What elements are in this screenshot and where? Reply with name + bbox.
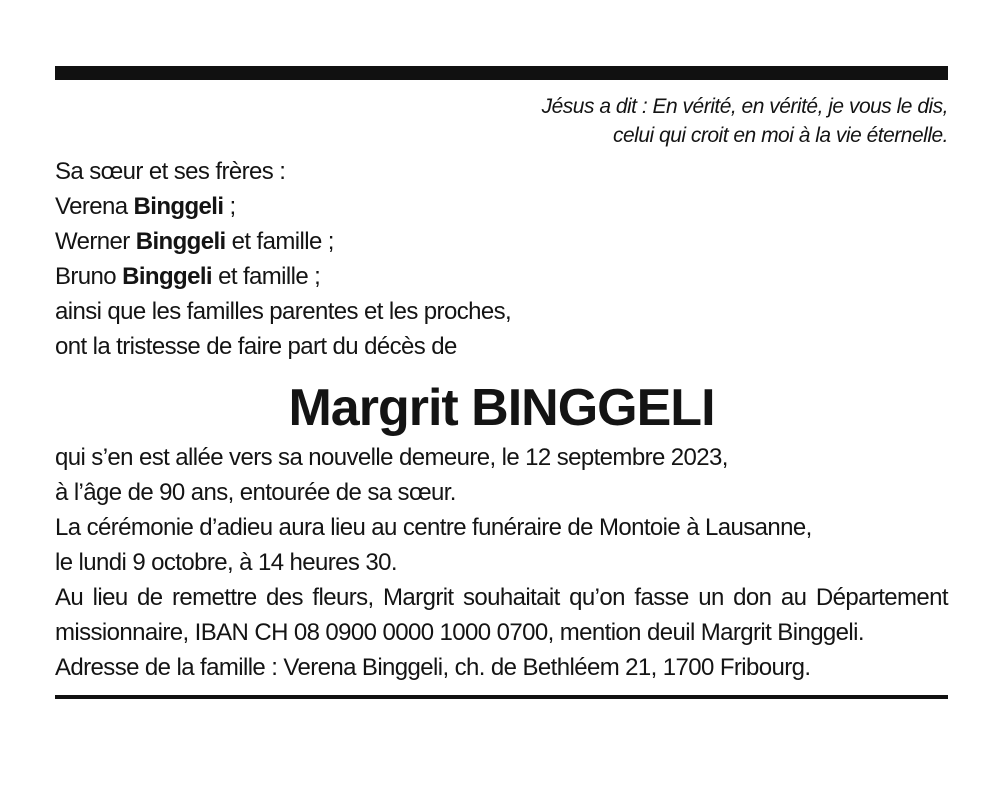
ceremony-line: La cérémonie d’adieu aura lieu au centre funéraire de Montoie à Lausanne,: [55, 514, 812, 541]
relative-line: [55, 259, 948, 294]
verse-line-2: celui qui croit en moi à la vie éternelle.: [612, 124, 948, 147]
age-line: à l’âge de 90 ans, entourée de sa sœur.: [55, 479, 456, 506]
relative-suffix: et famille ;: [212, 263, 321, 290]
ceremony-date-line: le lundi 9 octobre, à 14 heures 30.: [55, 549, 397, 576]
obituary-notice: [55, 66, 948, 699]
family-intro: [55, 154, 948, 364]
top-rule: [55, 66, 948, 80]
relative-suffix: ;: [223, 193, 236, 220]
relative-line: [55, 224, 948, 259]
notice-details: [55, 440, 948, 685]
relative-surname: Binggeli: [122, 263, 212, 290]
donation-paragraph: Au lieu de remettre des fleurs, Margrit souhaitait qu’on fasse un don au Département missionnaire, IBAN CH 08 0900 0000 1000 0700, mention deuil Margrit Binggeli.: [55, 584, 948, 646]
relative-first-name: Bruno: [55, 263, 123, 290]
relative-first-name: Verena: [55, 193, 134, 220]
verse-line-1: Jésus a dit : En vérité, en vérité, je vous le dis,: [541, 95, 948, 118]
families-line: ainsi que les familles parentes et les proches,: [55, 298, 512, 325]
family-heading: Sa sœur et ses frères :: [55, 158, 286, 185]
bible-verse: [55, 92, 948, 150]
relative-first-name: Werner: [55, 228, 136, 255]
announcement-line: ont la tristesse de faire part du décès de: [55, 333, 457, 360]
relative-suffix: et famille ;: [225, 228, 334, 255]
family-address: Adresse de la famille : Verena Binggeli, ch. de Bethléem 21, 1700 Fribourg.: [55, 654, 811, 681]
deceased-name: Margrit BINGGELI: [288, 379, 715, 437]
passing-line: qui s’en est allée vers sa nouvelle demeure, le 12 septembre 2023,: [55, 444, 728, 471]
bottom-rule: [55, 695, 948, 699]
relative-line: [55, 189, 948, 224]
relative-surname: Binggeli: [135, 228, 226, 255]
relative-surname: Binggeli: [133, 193, 224, 220]
